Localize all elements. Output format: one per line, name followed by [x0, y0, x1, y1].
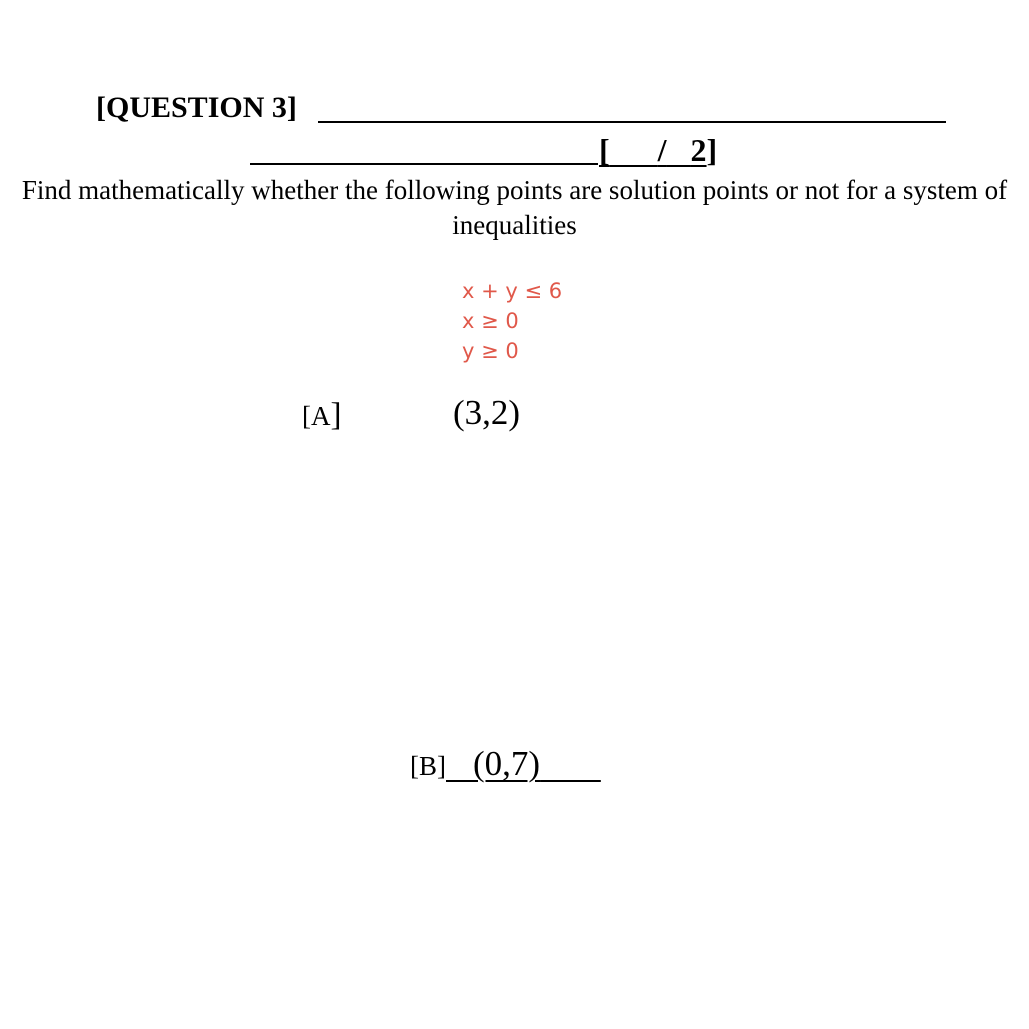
score-total: 2: [690, 132, 707, 168]
score-gap: [667, 132, 691, 168]
part-b-label: [B]: [410, 751, 446, 781]
part-b-point: (0,7): [473, 744, 541, 783]
score-close-bracket: ]: [706, 132, 718, 168]
part-b: [410, 744, 601, 786]
inequality-3: y ≥ 0: [462, 339, 519, 363]
part-b-trail-blank: [540, 751, 601, 781]
inequality-2: x ≥ 0: [462, 309, 519, 333]
question-instructions: Find mathematically whether the following points are solution points or not for a system of inequalities: [21, 175, 1008, 240]
score-blank: [610, 132, 658, 168]
part-a-label-open: [A: [302, 401, 331, 431]
score-box: [599, 131, 717, 169]
score-slash: /: [657, 132, 667, 168]
part-b-lead-blank: [446, 751, 473, 781]
part-a-point: (3,2): [453, 393, 521, 432]
inequality-1: x + y ≤ 6: [462, 279, 563, 303]
part-a-label: [302, 398, 342, 433]
score-answer-line: [250, 163, 598, 165]
question-title: [QUESTION 3]: [96, 91, 297, 124]
score-open-bracket: [: [599, 132, 610, 168]
title-answer-line: [318, 121, 946, 123]
inequality-system: [462, 276, 562, 366]
part-a-label-close: ]: [330, 397, 342, 433]
